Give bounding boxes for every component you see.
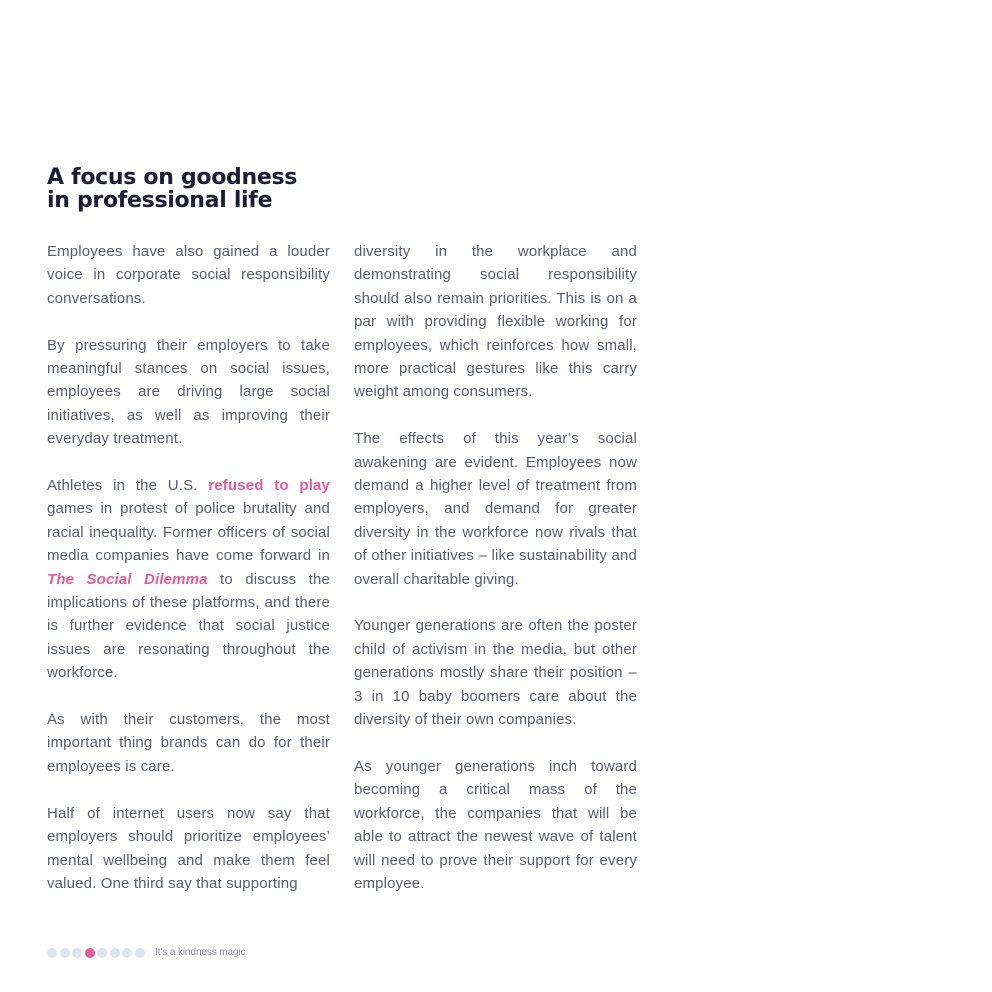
page-dot [60,948,70,958]
page-dot-active [85,948,95,958]
page-footer [47,947,246,958]
page-indicator [47,948,147,958]
page-dot [110,948,120,958]
page-dot [97,948,107,958]
refused-to-play-link[interactable]: refused to play [208,477,330,495]
page-title [47,166,297,212]
paragraph-text: games in protest of police brutality and racial inequality. Former officers of social media companies have come forward in [47,500,330,565]
paragraph-with-links [47,474,330,685]
paragraph-text: Athletes in the U.S. [47,477,209,495]
paragraph: Employees have also gained a louder voice in corporate social responsibility conversations. [47,243,330,307]
left-text-column [47,240,330,919]
page-dot [135,948,145,958]
paragraph: As younger generations inch toward becoming a critical mass of the workforce, the companies that will be able to attract the newest wave of talent will need to prove their support for every employee. [354,757,637,892]
paragraph: As with their customers, the most important thing brands can do for their employees is care. [47,711,330,775]
paragraph: Younger generations are often the poster child of activism in the media, but other generations mostly share their position – 3 in 10 baby boomers care about the diversity of their own companies. [354,617,637,729]
footer-tagline: It’s a kindness magic [155,947,246,958]
paragraph-text: to discuss the implications of these platforms, and there is further evidence that social justice issues are resonating throughout the workforce. [47,570,330,682]
paragraph: Half of internet users now say that employers should prioritize employees’ mental wellbeing and make them feel valued. One third say that supporting [47,804,330,892]
paragraph: diversity in the workplace and demonstrating social responsibility should also remain priorities. This is on a par with providing flexible working for employees, which reinforces how small, more practical gestures like this carry weight among consumers. [354,243,637,401]
social-dilemma-link[interactable]: The Social Dilemma [47,570,208,588]
page-dot [72,948,82,958]
paragraph: By pressuring their employers to take meaningful stances on social issues, employees are driving large social initiatives, as well as improving their everyday treatment. [47,336,330,448]
paragraph: The effects of this year’s social awakening are evident. Employees now demand a higher level of treatment from employers, and demand for greater diversity in the workforce now rivals that of other initiatives – like sustainability and overall charitable giving. [354,430,637,588]
page-dot [47,948,57,958]
page-title-line-2: in professional life [47,188,273,213]
page-title-line-1: A focus on goodness [47,165,298,190]
page-dot [122,948,132,958]
right-text-column [354,240,637,919]
